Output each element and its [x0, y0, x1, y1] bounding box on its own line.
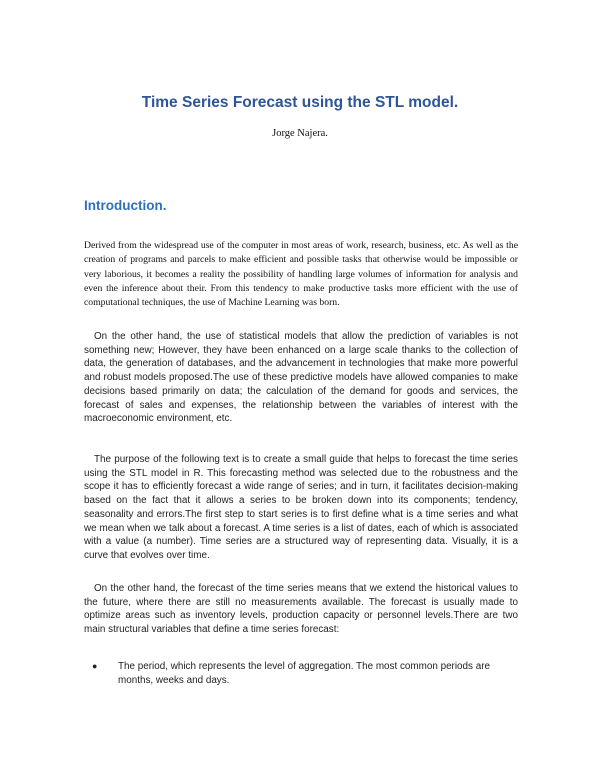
document-title: Time Series Forecast using the STL model. [141, 94, 459, 111]
list-item [84, 660, 518, 687]
section-heading-introduction: Introduction. [84, 198, 167, 213]
bullet-list [84, 660, 518, 687]
document-author: Jorge Najera. [272, 128, 328, 139]
bullet-icon: ● [92, 661, 98, 671]
paragraph-3: The purpose of the following text is to create a small guide that helps to forecast the time series using the STL model in R. This forecasting method was selected due to the robustness and the scope it has to efficiently forecast a wide range of series; and in turn, it facilitates decision-making based on the fact that it allows a series to be broken down into its components; tendency, seasonality and errors.The first step to start series is to first define what is a time series and what we mean when we talk about a forecast. A time series is a list of dates, each of which is associated with a value (a number). Time series are a structured way of representing data. Visually, it is a curve that evolves over time. [84, 454, 518, 561]
paragraph-1: Derived from the widespread use of the computer in most areas of work, research, business, etc. As well as the creation of programs and parcels to make efficient and possible tasks that otherwise would be impossible or very laborious, it becomes a reality the possibility of handling large volumes of information for analysis and even the inference about their. From this tendency to make productive tasks more efficient with the use of computational techniques, the use of Machine Learning was born. [84, 240, 518, 309]
paragraph-4: On the other hand, the forecast of the time series means that we extend the historical values to the future, where there are still no measurements available. The forecast is usually made to optimize areas such as inventory levels, production capacity or personnel levels.There are two main structural variables that define a time series forecast: [84, 583, 518, 636]
list-item-text: The period, which represents the level of aggregation. The most common periods are months, weeks and days. [118, 661, 490, 686]
paragraph-2: On the other hand, the use of statistical models that allow the prediction of variables is not something new; However, they have been enhanced on a large scale thanks to the collection of data, the generation of databases, and the advancement in technologies that make more powerful and robust models proposed.The use of these predictive models have allowed companies to make decisions based primarily on data; the calculation of the demand for goods and services, the forecast of sales and expenses, the relationship between the variables of interest with the macroeconomic environment, etc. [84, 331, 518, 425]
